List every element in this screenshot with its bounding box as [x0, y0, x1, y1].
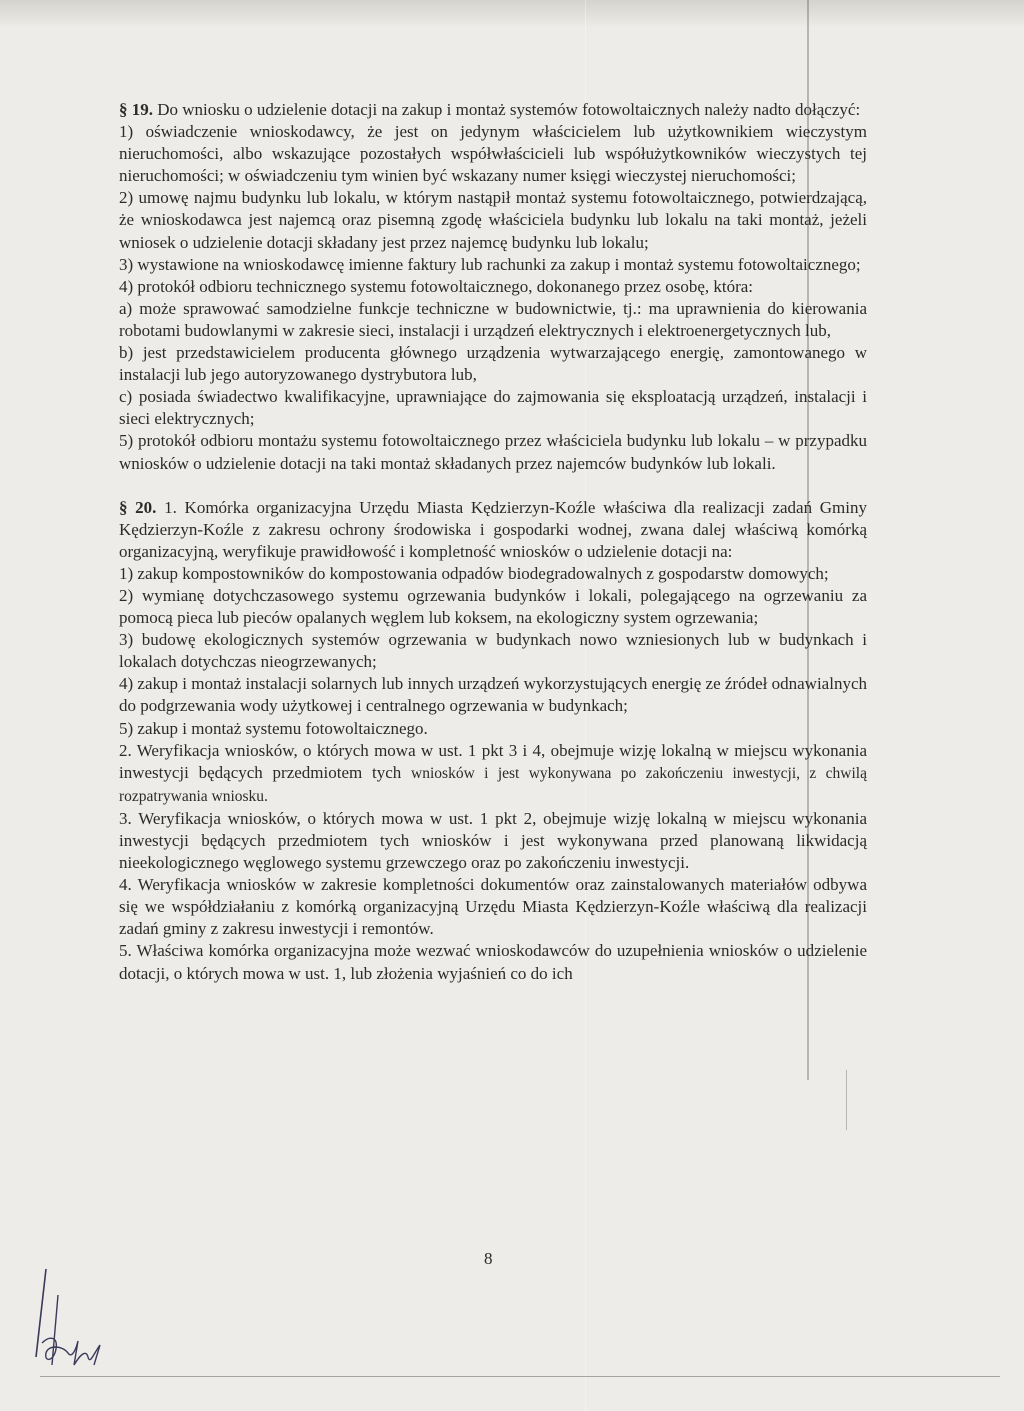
page-number: 8 [484, 1249, 493, 1268]
s19-item-3: 3) wystawione na wnioskodawcę imienne faktury lub rachunki za zakup i montaż systemu fotowoltaicznego; [119, 254, 861, 274]
section-19-intro-text: Do wniosku o udzielenie dotacji na zakup i montaż systemów fotowoltaicznych należy nadto dołączyć: [157, 100, 861, 119]
bottom-rule [40, 1376, 1000, 1377]
section-20-intro-text: 1. Komórka organizacyjna Urzędu Miasta Kędzierzyn-Koźle właściwa dla realizacji zadań Gminy Kędzierzyn-Koźle z zakresu ochrony środowiska i gospodarki wodnej, zwana dalej właściwą komórką organizacyjną, weryfikuje prawidłowość i kompletność wniosków o udzielenie dotacji na: [119, 497, 867, 561]
s20-item-3: 3) budowę ekologicznych systemów ogrzewania w budynkach nowo wzniesionych lub w budynkach i lokalach dotychczas nieogrzewanych; [119, 630, 867, 672]
s19-item-4a: a) może sprawować samodzielne funkcje techniczne w budownictwie, tj.: ma uprawnienia do kierowania robotami budowlanymi w zakresie sieci, instalacji i urządzeń elektrycznych i elektroenergetycznych lub, [119, 298, 867, 340]
s20-item-5: 5) zakup i montaż systemu fotowoltaicznego. [119, 718, 428, 738]
s19-item-4b: b) jest przedstawicielem producenta głównego urządzenia wytwarzającego energię, zamontowanego w instalacji lub jego autoryzowanego dystrybutora lub, [119, 343, 867, 385]
s20-paragraph-2-b: wniosków i jest wykonywana po zakończeniu inwestycji, z chwilą rozpatrywania wniosku. [119, 764, 867, 805]
scan-edge-shadow [0, 0, 1024, 28]
s19-item-4c: c) posiada świadectwo kwalifikacyjne, uprawniające do zajmowania się eksploatacją urządzeń, instalacji i sieci elektrycznych; [119, 387, 867, 429]
fold-line-lower [846, 1070, 847, 1130]
document-body [119, 99, 867, 985]
s19-item-1: 1) oświadczenie wnioskodawcy, że jest on jedynym właścicielem lub użytkownikiem wieczystym nieruchomości, albo wskazujące pozostałych współwłaścicieli lub współużytkowników wieczystych tej nieruchomości; w oświadczeniu tym winien być wskazany numer księgi wieczystej nieruchomości; [119, 122, 867, 186]
section-19-heading: § 19. [119, 100, 153, 119]
handwritten-initials [28, 1265, 138, 1375]
s19-item-5: 5) protokół odbioru montażu systemu fotowoltaicznego przez właściciela budynku lub lokalu – w przypadku wniosków o udzielenie dotacji na taki montaż składanych przez najemców budynków lub lokali. [119, 431, 867, 473]
s20-paragraph-5: 5. Właściwa komórka organizacyjna może wezwać wnioskodawców do uzupełnienia wniosków o udzielenie dotacji, o których mowa w ust. 1, lub złożenia wyjaśnień co do ich [119, 941, 867, 983]
section-20-heading: § 20. [119, 497, 157, 517]
s20-paragraph-4: 4. Weryfikacja wniosków w zakresie kompletności dokumentów oraz zainstalowanych materiałów odbywa się we współdziałaniu z komórką organizacyjną Urzędu Miasta Kędzierzyn-Koźle właściwą dla realizacji zadań gminy z zakresu inwestycji i remontów. [119, 875, 867, 939]
section-19-intro [119, 99, 867, 121]
s20-paragraph-2 [119, 740, 867, 808]
s19-item-4: 4) protokół odbioru technicznego systemu fotowoltaicznego, dokonanego przez osobę, która: [119, 276, 754, 296]
s20-paragraph-2-a: 2. Weryfikacja wniosków, o których mowa w ust. 1 pkt 3 i 4, obejmuje wizję lokalną w miejscu wykonania inwestycji będących przedmiotem tych [119, 740, 867, 782]
s20-item-1: 1) zakup kompostowników do kompostowania odpadów biodegradowalnych z gospodarstw domowych; [119, 563, 829, 583]
s20-item-4: 4) zakup i montaż instalacji solarnych lub innych urządzeń wykorzystujących energię ze źródeł odnawialnych do podgrzewania wody użytkowej i centralnego ogrzewania w budynkach; [119, 674, 867, 716]
section-20-intro [119, 497, 867, 563]
s20-paragraph-3: 3. Weryfikacja wniosków, o których mowa w ust. 1 pkt 2, obejmuje wizję lokalną w miejscu wykonania inwestycji będących przedmiotem tych wniosków i jest wykonywana przed planowaną likwidacją nieekologicznego węglowego systemu grzewczego oraz po zakończeniu inwestycji. [119, 808, 867, 873]
s19-item-2: 2) umowę najmu budynku lub lokalu, w którym nastąpił montaż systemu fotowoltaicznego, potwierdzającą, że wnioskodawca jest najemcą oraz pisemną zgodę właściciela budynku lub lokalu na taki montaż, jeżeli wniosek o udzielenie dotacji składany jest przez najemcę budynku lub lokalu; [119, 188, 867, 252]
paragraph-gap [119, 475, 867, 497]
s20-item-2: 2) wymianę dotychczasowego systemu ogrzewania budynków i lokali, polegającego na ogrzewaniu za pomocą pieca lub pieców opalanych węglem lub koksem, na ekologiczny system ogrzewania; [119, 585, 867, 628]
